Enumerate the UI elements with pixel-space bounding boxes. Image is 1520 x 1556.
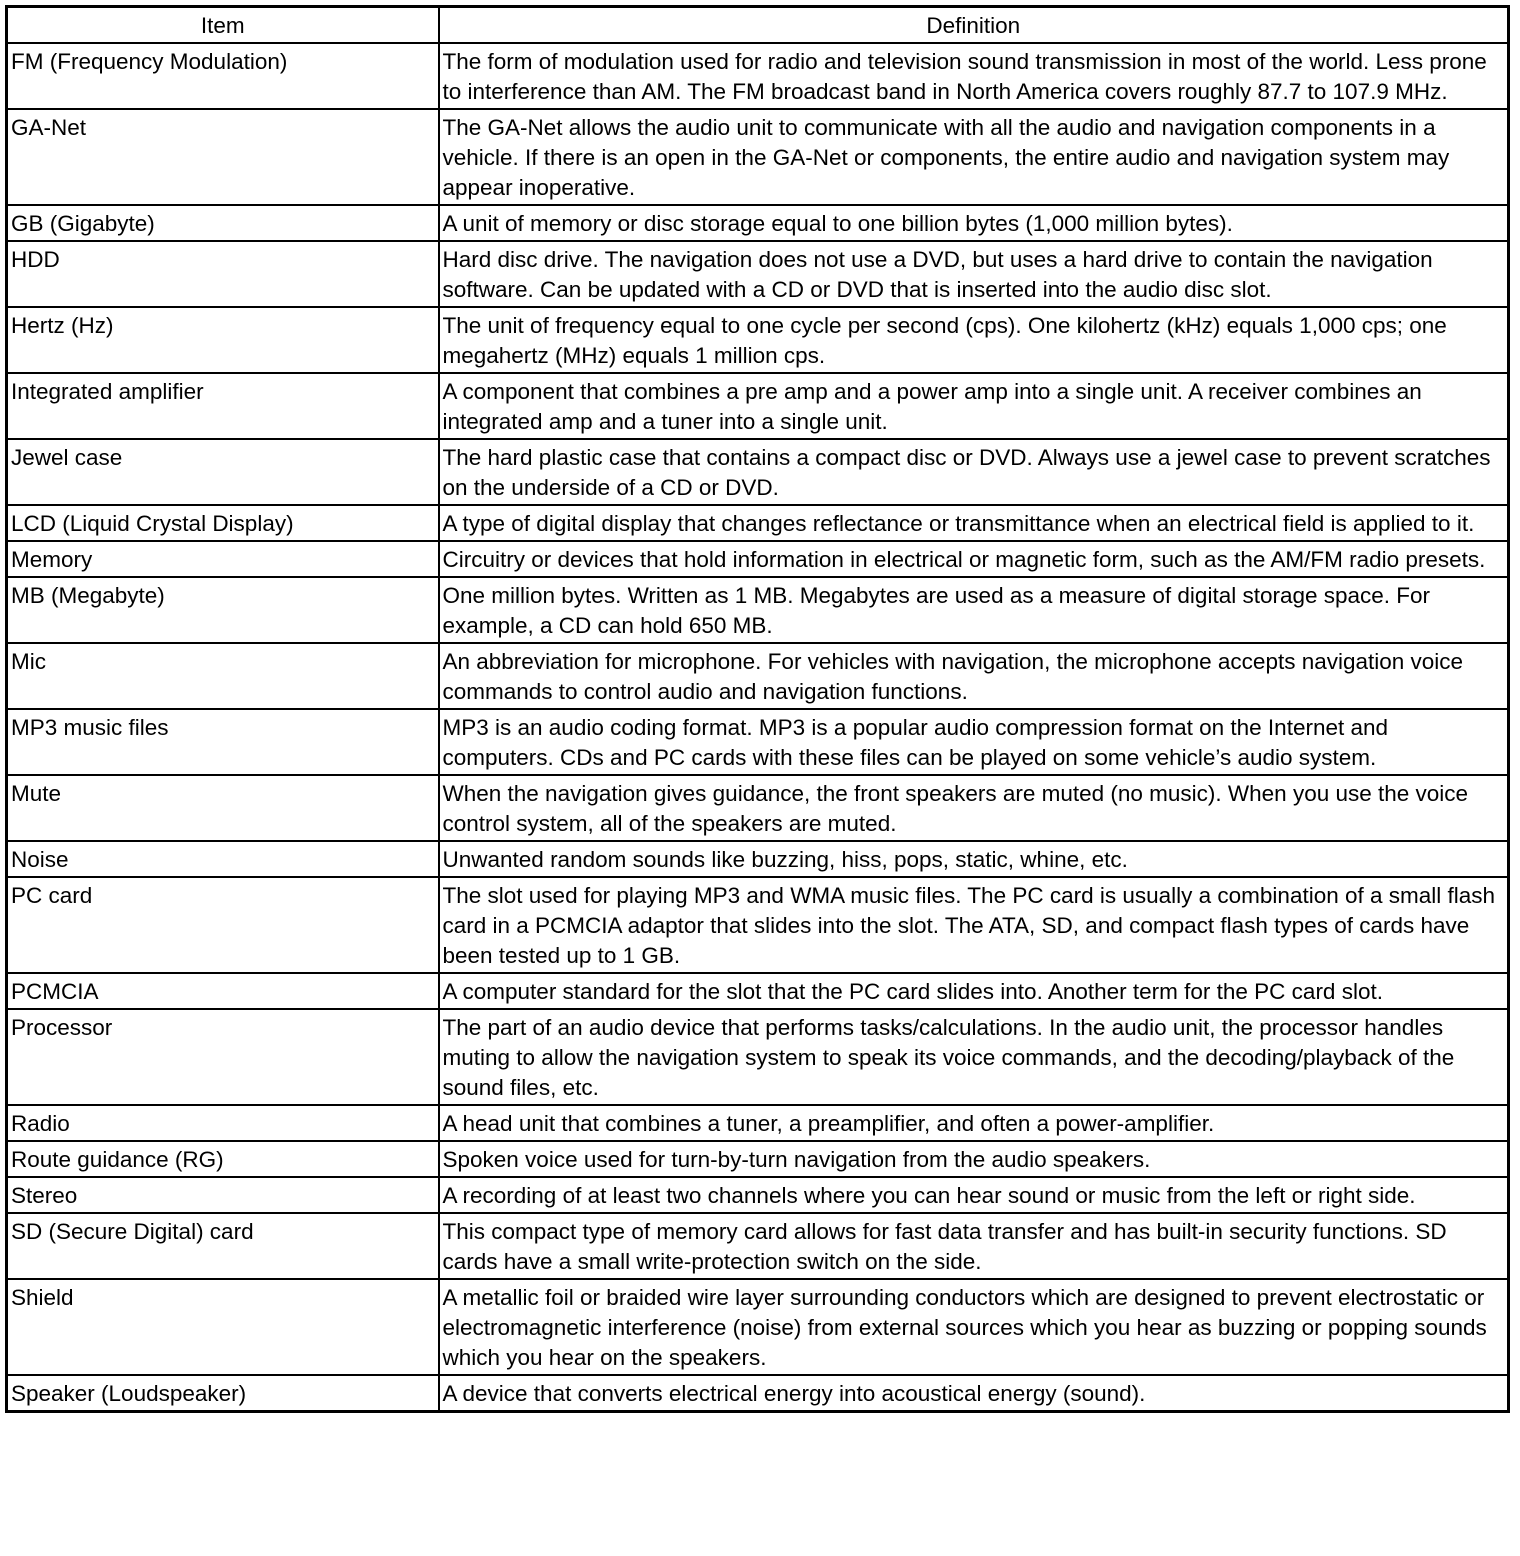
term-cell: Noise — [7, 841, 439, 877]
term-cell: PC card — [7, 877, 439, 973]
definition-cell: MP3 is an audio coding format. MP3 is a popular audio compression format on the Internet and computers. CDs and PC cards with these files can be played on some vehicle’s audio system. — [439, 709, 1509, 775]
term-cell: Speaker (Loudspeaker) — [7, 1375, 439, 1412]
table-row — [7, 1279, 1509, 1375]
term-cell: PCMCIA — [7, 973, 439, 1009]
term-cell: LCD (Liquid Crystal Display) — [7, 505, 439, 541]
table-row — [7, 241, 1509, 307]
definition-cell: The GA-Net allows the audio unit to communicate with all the audio and navigation components in a vehicle. If there is an open in the GA-Net or components, the entire audio and navigation system may appear inoperative. — [439, 109, 1509, 205]
term-cell: MB (Megabyte) — [7, 577, 439, 643]
definition-cell: When the navigation gives guidance, the front speakers are muted (no music). When you use the voice control system, all of the speakers are muted. — [439, 775, 1509, 841]
table-row — [7, 1213, 1509, 1279]
term-cell: GB (Gigabyte) — [7, 205, 439, 241]
table-row — [7, 439, 1509, 505]
table-row — [7, 709, 1509, 775]
table-row — [7, 643, 1509, 709]
term-cell: FM (Frequency Modulation) — [7, 43, 439, 109]
table-row — [7, 43, 1509, 109]
table-row — [7, 205, 1509, 241]
table-row — [7, 841, 1509, 877]
table-row — [7, 1009, 1509, 1105]
term-cell: Mute — [7, 775, 439, 841]
definition-cell: A device that converts electrical energy into acoustical energy (sound). — [439, 1375, 1509, 1412]
term-cell: Stereo — [7, 1177, 439, 1213]
table-row — [7, 1141, 1509, 1177]
definition-cell: Unwanted random sounds like buzzing, hiss, pops, static, whine, etc. — [439, 841, 1509, 877]
definition-cell: A type of digital display that changes reflectance or transmittance when an electrical field is applied to it. — [439, 505, 1509, 541]
term-cell: Jewel case — [7, 439, 439, 505]
glossary-table — [5, 5, 1510, 1413]
table-row — [7, 373, 1509, 439]
table-row — [7, 1375, 1509, 1412]
definition-cell: The form of modulation used for radio and television sound transmission in most of the world. Less prone to interference than AM. The FM broadcast band in North America covers roughly 87.7 to 107.9 MHz. — [439, 43, 1509, 109]
term-cell: Memory — [7, 541, 439, 577]
definition-cell: The part of an audio device that performs tasks/calculations. In the audio unit, the processor handles muting to allow the navigation system to speak its voice commands, and the decoding/playback of the sound files, etc. — [439, 1009, 1509, 1105]
term-cell: Mic — [7, 643, 439, 709]
term-cell: SD (Secure Digital) card — [7, 1213, 439, 1279]
table-row — [7, 877, 1509, 973]
definition-cell: A recording of at least two channels where you can hear sound or music from the left or right side. — [439, 1177, 1509, 1213]
table-row — [7, 541, 1509, 577]
table-row — [7, 1177, 1509, 1213]
term-cell: GA-Net — [7, 109, 439, 205]
definition-cell: One million bytes. Written as 1 MB. Megabytes are used as a measure of digital storage space. For example, a CD can hold 650 MB. — [439, 577, 1509, 643]
table-row — [7, 973, 1509, 1009]
definition-cell: A metallic foil or braided wire layer surrounding conductors which are designed to prevent electrostatic or electromagnetic interference (noise) from external sources which you hear as buzzing or popping sounds which you hear on the speakers. — [439, 1279, 1509, 1375]
glossary-body — [7, 43, 1509, 1412]
term-cell: Shield — [7, 1279, 439, 1375]
definition-cell: A unit of memory or disc storage equal to one billion bytes (1,000 million bytes). — [439, 205, 1509, 241]
term-cell: Route guidance (RG) — [7, 1141, 439, 1177]
column-header-definition: Definition — [439, 7, 1509, 44]
table-row — [7, 505, 1509, 541]
definition-cell: A computer standard for the slot that the PC card slides into. Another term for the PC card slot. — [439, 973, 1509, 1009]
term-cell: Hertz (Hz) — [7, 307, 439, 373]
term-cell: Integrated amplifier — [7, 373, 439, 439]
term-cell: MP3 music files — [7, 709, 439, 775]
definition-cell: An abbreviation for microphone. For vehicles with navigation, the microphone accepts navigation voice commands to control audio and navigation functions. — [439, 643, 1509, 709]
table-row — [7, 577, 1509, 643]
definition-cell: Hard disc drive. The navigation does not use a DVD, but uses a hard drive to contain the navigation software. Can be updated with a CD or DVD that is inserted into the audio disc slot. — [439, 241, 1509, 307]
term-cell: HDD — [7, 241, 439, 307]
definition-cell: The slot used for playing MP3 and WMA music files. The PC card is usually a combination of a small flash card in a PCMCIA adaptor that slides into the slot. The ATA, SD, and compact flash types of cards have been tested up to 1 GB. — [439, 877, 1509, 973]
column-header-item: Item — [7, 7, 439, 44]
table-row — [7, 775, 1509, 841]
definition-cell: Circuitry or devices that hold information in electrical or magnetic form, such as the AM/FM radio presets. — [439, 541, 1509, 577]
definition-cell: This compact type of memory card allows for fast data transfer and has built-in security functions. SD cards have a small write-protection switch on the side. — [439, 1213, 1509, 1279]
table-row — [7, 1105, 1509, 1141]
definition-cell: The hard plastic case that contains a compact disc or DVD. Always use a jewel case to prevent scratches on the underside of a CD or DVD. — [439, 439, 1509, 505]
term-cell: Processor — [7, 1009, 439, 1105]
definition-cell: A head unit that combines a tuner, a preamplifier, and often a power-amplifier. — [439, 1105, 1509, 1141]
header-row — [7, 7, 1509, 44]
term-cell: Radio — [7, 1105, 439, 1141]
definition-cell: The unit of frequency equal to one cycle per second (cps). One kilohertz (kHz) equals 1,000 cps; one megahertz (MHz) equals 1 million cps. — [439, 307, 1509, 373]
definition-cell: Spoken voice used for turn-by-turn navigation from the audio speakers. — [439, 1141, 1509, 1177]
table-row — [7, 307, 1509, 373]
table-row — [7, 109, 1509, 205]
definition-cell: A component that combines a pre amp and a power amp into a single unit. A receiver combines an integrated amp and a tuner into a single unit. — [439, 373, 1509, 439]
